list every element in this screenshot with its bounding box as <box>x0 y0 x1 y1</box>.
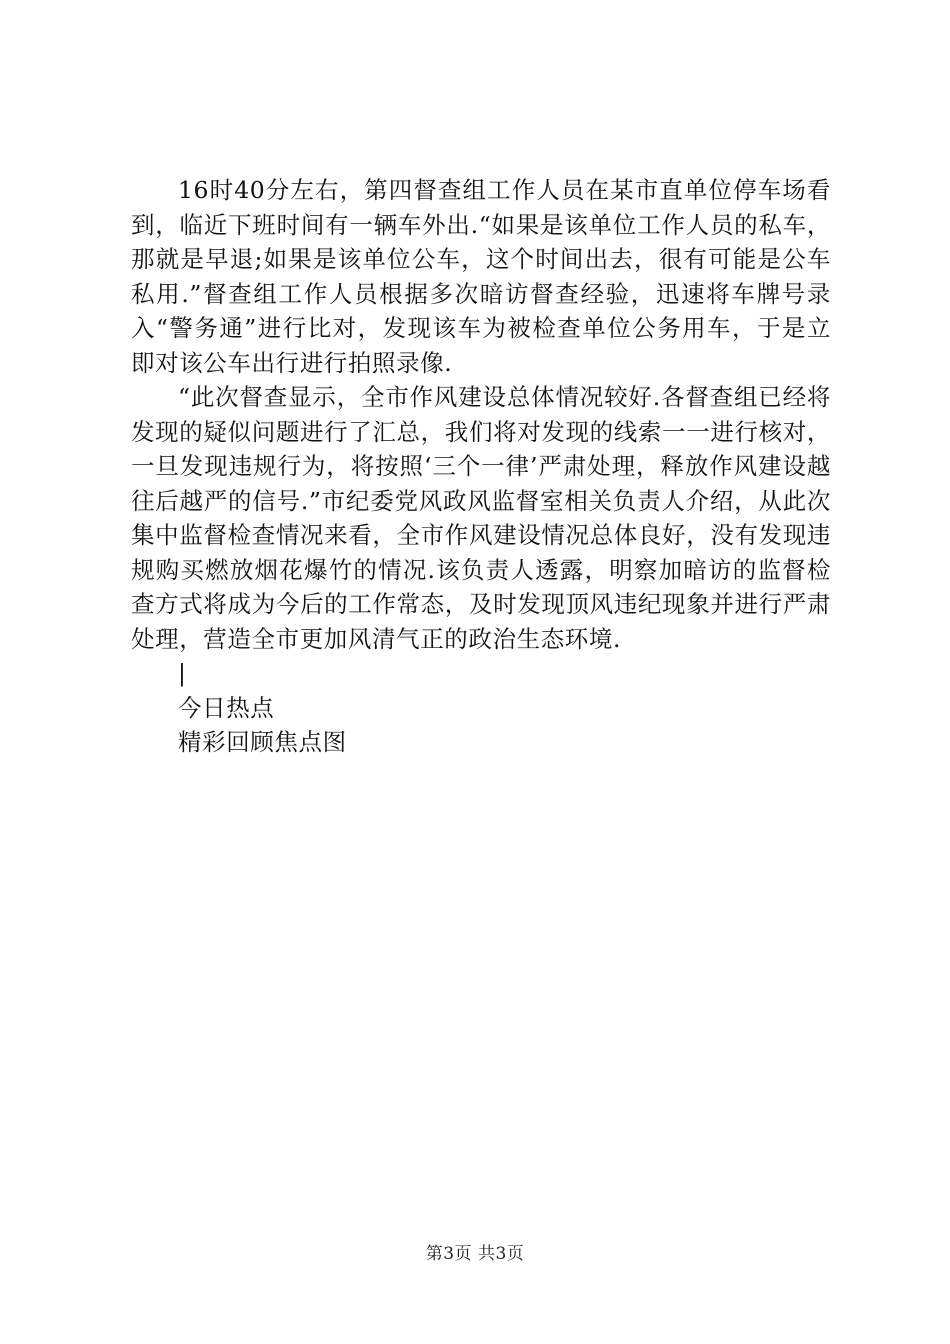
article-paragraph-1: 16时40分左右，第四督查组工作人员在某市直单位停车场看到，临近下班时间有一辆车外出.“如果是该单位工作人员的私车，那就是早退;如果是该单位公车，这个时间出去，很有可能是公车私用.”督查组工作人员根据多次暗访督查经验，迅速将车牌号录入“警务通”进行比对，发现该车为被检查单位公务用车，于是立即对该公车出行进行拍照录像. <box>131 176 831 377</box>
page-number-footer: 第3页 共3页 <box>425 1244 525 1264</box>
article-paragraph-2: “此次督查显示，全市作风建设总体情况较好.各督查组已经将发现的疑似问题进行了汇总，我们将对发现的线索一一进行核对，一旦发现违规行为，将按照‘三个一律’严肃处理，释放作风建设越往后越严的信号.”市纪委党风政风监督室相关负责人介绍，从此次集中监督检查情况来看，全市作风建设情况总体良好，没有发现违规购买燃放烟花爆竹的情况.该负责人透露，明察加暗访的监督检查方式将成为今后的工作常态，及时发现顶风违纪现象并进行严肃处理，营造全市更加风清气正的政治生态环境. <box>131 383 831 653</box>
link-today-hot[interactable]: 今日热点 <box>178 693 275 722</box>
link-highlights-review[interactable]: 精彩回顾焦点图 <box>178 728 347 756</box>
article-body <box>131 173 831 760</box>
separator-bar: | <box>178 659 187 687</box>
